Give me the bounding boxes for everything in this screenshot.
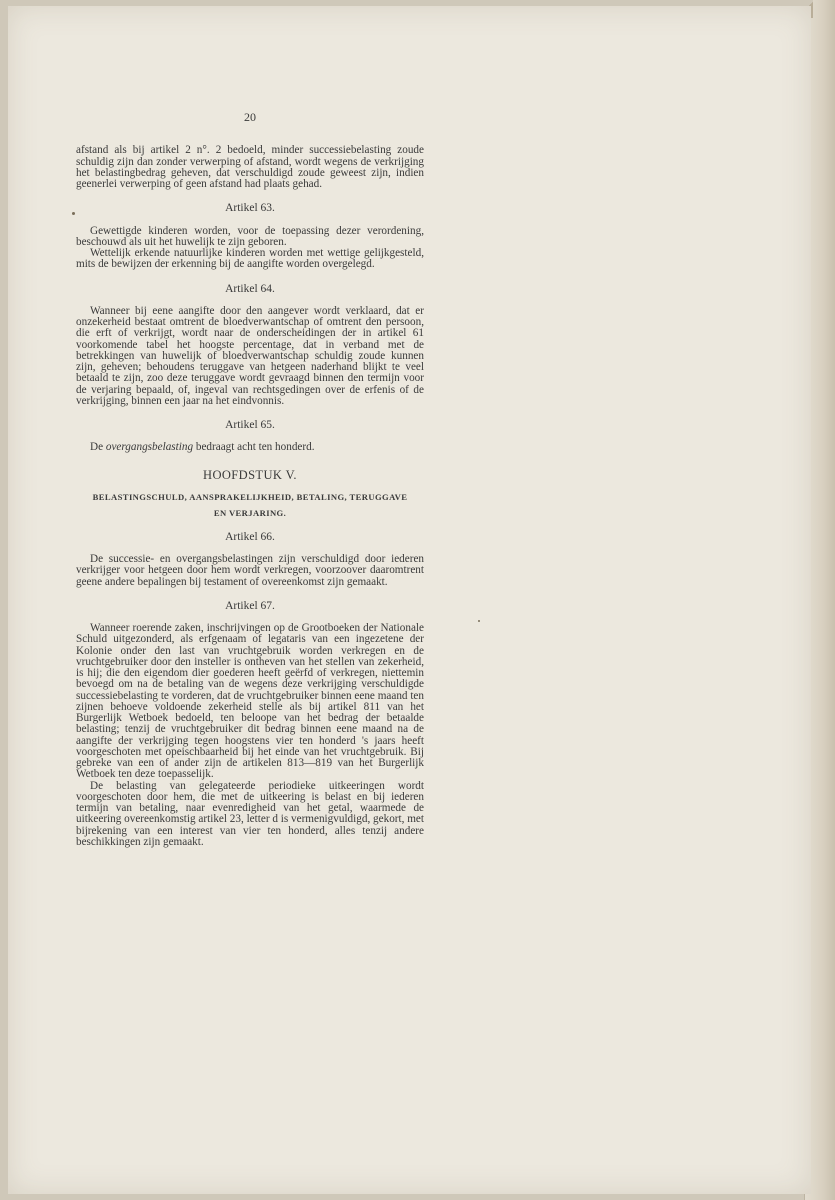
article-66-paragraph-1: De successie- en overgangsbelastingen zijn verschuldigd door iederen verkrijger voor hetgeen door hem wordt verkregen, voorzoover daaromtrent geene andere bepalingen bij testament of overeenkomst zijn gemaakt. [76, 553, 424, 588]
article-65-heading: Artikel 65. [225, 419, 275, 431]
page-number: 20 [244, 110, 256, 124]
article-66-heading: Artikel 66. [225, 530, 275, 543]
article-65-text-end: bedraagt acht ten honderd. [193, 441, 315, 454]
article-63-heading: Artikel 63. [225, 202, 275, 215]
chapter-subtitle-line-2: EN VERJARING. [213, 507, 287, 518]
article-63-paragraph-1: Gewettigde kinderen worden, voor de toepassing dezer verordening, beschouwd als uit het huwelijk te zijn geboren. [76, 224, 424, 248]
article-67-paragraph-2: De belasting van gelegateerde periodieke uitkeeringen wordt voorgeschoten door hem, die met de uitkeering is belast en bij iederen termijn van betaling, naar evenredigheid van het getal, waarmede de uitkeering overeenkomstig artikel 23, letter d is vermenigvuldigd, gekort, met bijrekening van een interest van vier ten honderd, alles tenzij andere beschikkingen zijn gemaakt. [76, 779, 424, 848]
document-body [76, 112, 424, 848]
article-67-paragraph-1: Wanneer roerende zaken, inschrijvingen op de Grootboeken der Nationale Schuld uitgezonderd, als erfgenaam of legataris van een ingezetene der Kolonie onder den last van vruchtgebruik worden verkregen en de vruchtgebruiker door den insteller is ontheven van het stellen van zekerheid, is hij; die den eigendom dier goederen heeft geërfd of verkregen, niettemin bevoegd om na de betaling van de wegens deze verkrijging verschuldigde successiebelasting te vorderen, dat de vruchtgebruiker binnen eene maand ten zijnen behoeve voldoende zekerheid stelle als bij artikel 811 van het Burgerlijk Wetboek bedoeld, ten beloope van het bedrag der betaalde belasting; tenzij de vruchtgebruiker dit bedrag binnen eene maand na de aangifte der verkrijging tegen hoogstens vier ten honderd 's jaars heeft voorgeschoten met opeischbaarheid bij het einde van het vruchtgebruik. Bij gebreke van een of ander zijn de artikelen 813—819 van het Burgerlijk Wetboek ten deze toepasselijk. [76, 622, 424, 781]
ink-speck [72, 212, 75, 215]
article-65-text-start: De [90, 441, 106, 454]
article-64-paragraph-1: Wanneer bij eene aangifte door den aangever wordt verklaard, dat er onzekerheid bestaat omtrent de bloedverwantschap of omtrent den persoon, die erft of verkrijgt, wordt naar de onderscheidingen der in artikel 61 voorkomende tabel het hoogste percentage, dat in verband met de betrekkingen van huwelijk of bloedverwantschap schuldig zoude kunnen zijn, geheven; behoudens teruggave van hetgeen naderhand blijkt te veel betaald te zijn, zoo deze teruggave wordt gevraagd binnen den termijn voor de verjaring bepaald, of, ingeval van rechtsgedingen over de erfenis of de verkrijging, binnen een jaar na het eindvonnis. [76, 304, 424, 407]
chapter-subtitle-line-1: BELASTINGSCHULD, AANSPRAKELIJKHEID, BETALING, TERUGGAVE [92, 491, 408, 502]
article-63-paragraph-2: Wettelijk erkende natuurlijke kinderen worden met wettige gelijkgesteld, mits de bewijzen der erkenning bij de aangifte worden overgelegd. [76, 247, 424, 271]
article-67-heading: Artikel 67. [225, 599, 275, 612]
article-64-heading: Artikel 64. [225, 282, 275, 295]
continued-paragraph: afstand als bij artikel 2 n°. 2 bedoeld, minder successiebelasting zoude schuldig zijn dan zonder verwerping of afstand, wordt wegens de verkrijging het belastingbedrag geheven, dat verschuldigd zoude geweest zijn, indien geenerlei verwerping of geen afstand had plaats gehad. [76, 144, 424, 190]
ink-speck [478, 620, 480, 622]
article-65-paragraph-1 [76, 442, 424, 453]
article-65-italic-term: overgangsbelasting [105, 441, 194, 454]
chapter-title: HOOFDSTUK V. [203, 467, 297, 482]
